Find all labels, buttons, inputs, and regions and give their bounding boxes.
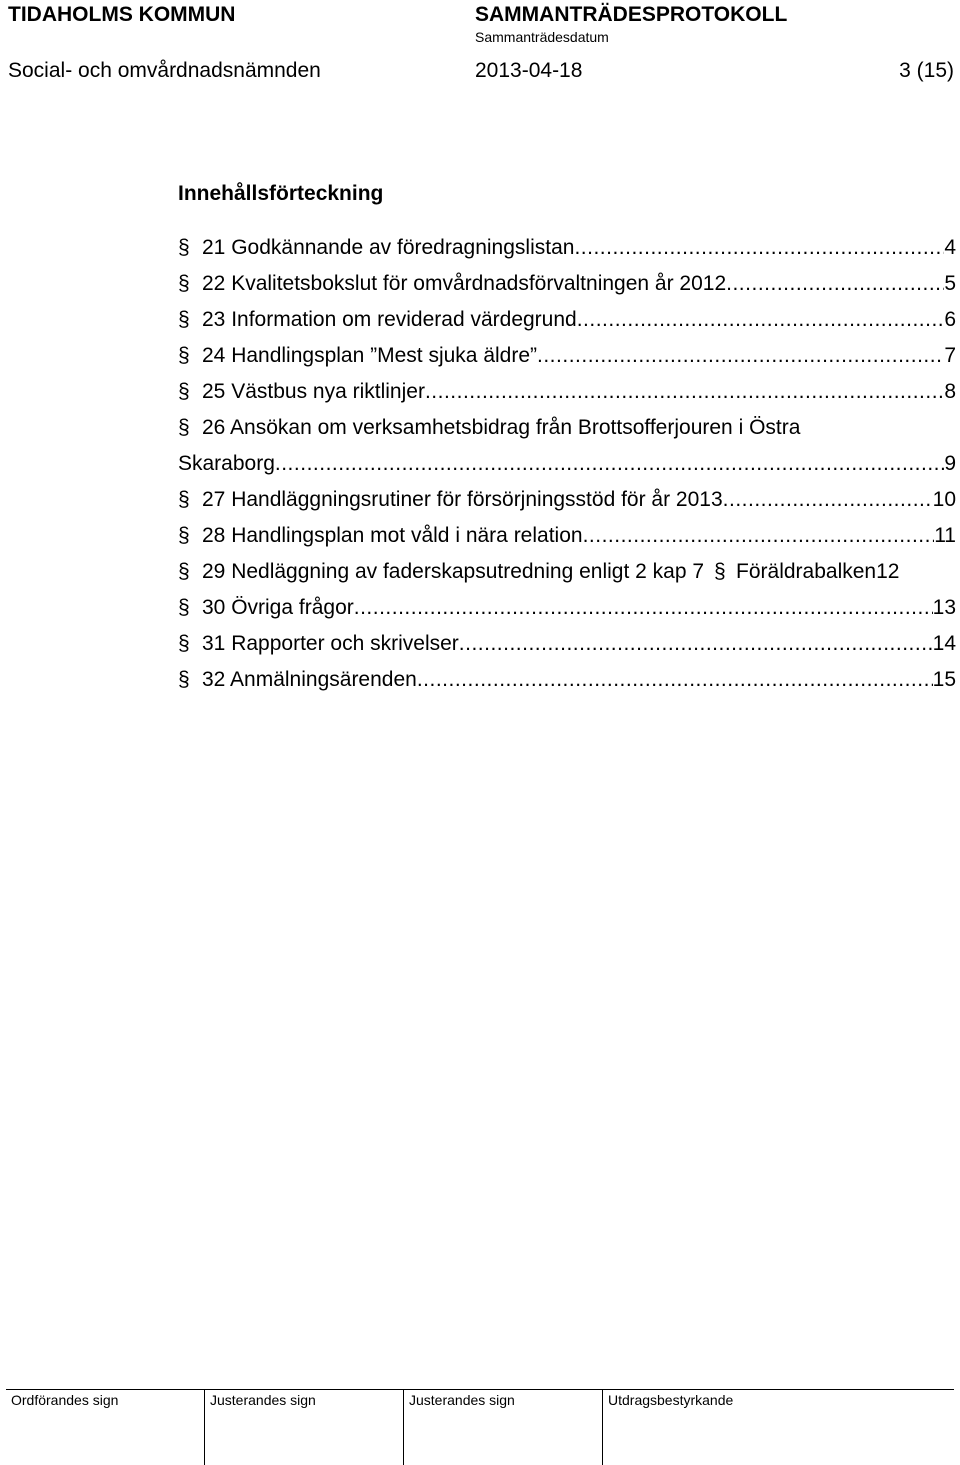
toc-entry-page: 9 [944,452,956,475]
dot-leader [275,446,944,482]
section-sign-icon: § [178,344,190,367]
toc-entry-title: 30 Övriga frågor [202,596,354,619]
dot-leader [425,374,944,410]
meeting-date-label: Sammanträdesdatum [475,29,609,45]
dot-leader [583,518,935,554]
toc-entry-page: 15 [932,668,956,691]
section-sign-icon: § [178,236,190,259]
toc-entry-page: 12 [876,560,900,583]
section-sign-icon: § [178,596,190,619]
toc-entry-title: 32 Anmälningsärenden [202,668,417,691]
toc-entry-29[interactable] [178,554,956,590]
adjuster-signature-cell: Justerandes sign [205,1390,404,1465]
section-sign-icon: § [178,560,190,583]
toc-entry-page: 10 [932,488,956,511]
toc-entry-23[interactable] [178,302,956,338]
dot-leader [459,626,933,662]
dot-leader [574,230,944,266]
toc-entry-page: 14 [932,632,956,655]
toc-entry-page: 6 [944,308,956,331]
toc-entry-27[interactable] [178,482,956,518]
toc-entry-page: 11 [934,524,956,547]
signature-footer [6,1389,954,1465]
committee-name: Social- och omvårdnadsnämnden [8,59,321,82]
toc-entry-22[interactable] [178,266,956,302]
meeting-date: 2013-04-18 [475,59,583,82]
toc-entry-page: 7 [944,344,956,367]
toc-entry-title: 22 Kvalitetsbokslut för omvårdnadsförvaltningen år 2012 [202,272,727,295]
dot-leader [723,482,933,518]
toc-entry-21[interactable] [178,230,956,266]
toc-entry-title: 21 Godkännande av föredragningslistan [202,236,575,259]
dot-leader [417,662,933,698]
toc-entry-32[interactable] [178,662,956,698]
municipality-name: TIDAHOLMS KOMMUN [8,3,236,26]
toc-entry-title: 25 Västbus nya riktlinjer [202,380,425,403]
toc-entry-28[interactable] [178,518,956,554]
section-sign-icon: § [714,560,726,583]
section-sign-icon: § [178,524,190,547]
section-sign-icon: § [178,308,190,331]
toc-entry-title: 31 Rapporter och skrivelser [202,632,459,655]
section-sign-icon: § [178,272,190,295]
toc-entry-page: 13 [932,596,956,619]
section-sign-icon: § [178,380,190,403]
dot-leader [354,590,933,626]
toc-entry-page: 8 [944,380,956,403]
chair-signature-cell: Ordförandes sign [6,1390,205,1465]
dot-leader [726,266,944,302]
toc-entry-page: 4 [944,236,956,259]
table-of-contents [178,230,956,698]
toc-heading: Innehållsförteckning [178,182,384,205]
toc-entry-30[interactable] [178,590,956,626]
adjuster-signature-cell: Justerandes sign [404,1390,603,1465]
toc-entry-title: 26 Ansökan om verksamhetsbidrag från Brottsofferjouren i Östra [202,416,801,439]
toc-entry-31[interactable] [178,626,956,662]
toc-entry-title: 27 Handläggningsrutiner för försörjningsstöd för år 2013 [202,488,723,511]
toc-entry-title: 23 Information om reviderad värdegrund [202,308,577,331]
toc-entry-page: 5 [944,272,956,295]
section-sign-icon: § [178,668,190,691]
toc-entry-title: 29 Nedläggning av faderskapsutredning enligt 2 kap 7 [202,560,705,583]
page-number: 3 (15) [899,59,954,82]
toc-entry-title-suffix: Föräldrabalken [736,560,877,583]
extract-certification-cell: Utdragsbestyrkande [608,1392,734,1408]
toc-entry-title: 24 Handlingsplan ”Mest sjuka äldre” [202,344,538,367]
toc-entry-25[interactable] [178,374,956,410]
toc-entry-title: 28 Handlingsplan mot våld i nära relation [202,524,583,547]
toc-entry-26-continuation[interactable] [178,446,956,482]
dot-leader [537,338,944,374]
section-sign-icon: § [178,416,190,439]
toc-entry-26[interactable] [178,410,956,446]
section-sign-icon: § [178,632,190,655]
section-sign-icon: § [178,488,190,511]
toc-entry-title-continuation: Skaraborg [178,452,275,475]
dot-leader [577,302,945,338]
toc-entry-24[interactable] [178,338,956,374]
document-title: SAMMANTRÄDESPROTOKOLL [475,3,788,26]
